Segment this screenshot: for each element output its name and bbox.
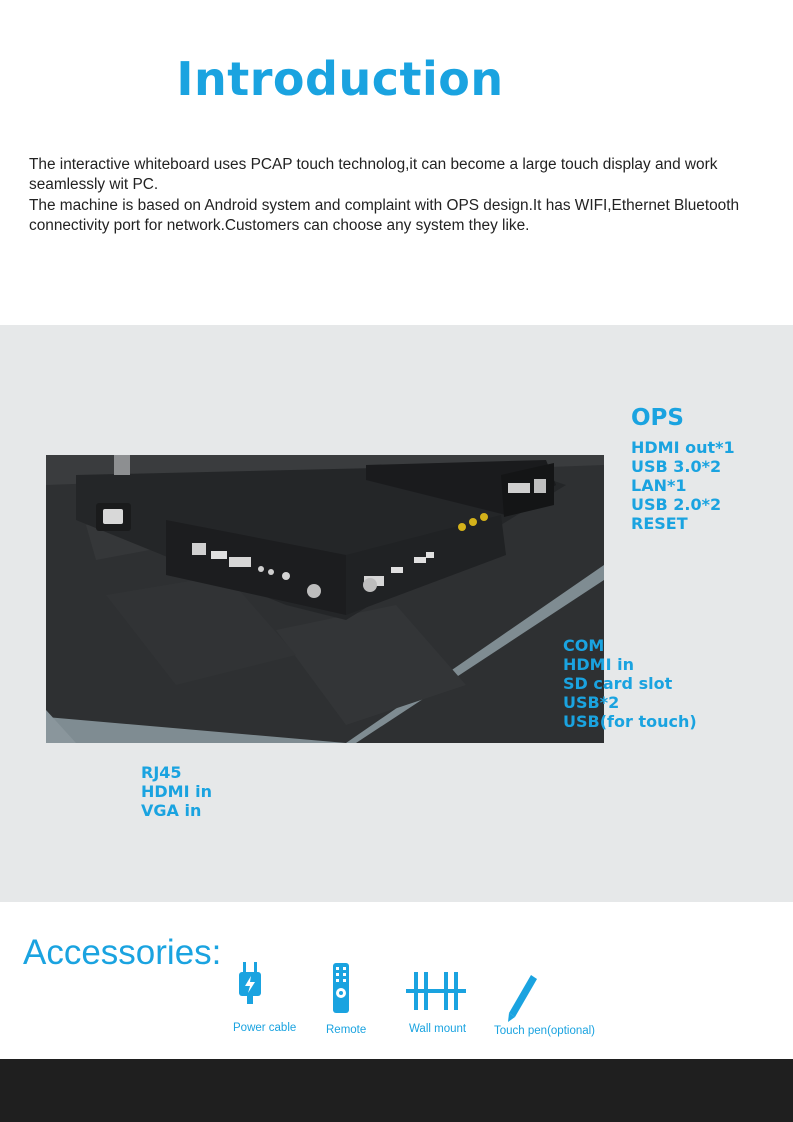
ops-port-label: RESET [631,514,688,533]
side-port-label: USB*2 [563,693,620,712]
accessory-label: Power cable [233,1022,297,1034]
pen-icon [505,975,539,1023]
ops-port-label: USB 2.0*2 [631,495,722,514]
side-ports-label-group [563,636,697,731]
side-port-label: COM [563,636,605,655]
ops-port-label: LAN*1 [631,476,687,495]
rear-port-label: HDMI in [141,782,212,801]
accessory-label: Touch pen(optional) [494,1025,596,1037]
wall-mount-icon [406,972,466,1010]
accessory-label: Wall mount [409,1023,467,1035]
power-plug-icon [236,962,266,1012]
ops-label-group [631,404,735,533]
intro-paragraph-2: The machine is based on Android system and complaint with OPS design.It has WIFI,Ethernet Bluetooth connectivity port for network.Customers can choose any system they like. [29,197,740,234]
side-port-label: SD card slot [563,674,673,693]
intro-text [29,155,779,237]
side-port-label: USB(for touch) [563,712,697,731]
intro-paragraph-1: The interactive whiteboard uses PCAP touch technolog,it can become a large touch display and work seamlessly wit PC. [29,156,718,193]
ops-title: OPS [631,405,684,431]
ops-port-label: HDMI out*1 [631,438,735,457]
display-rear-photo [46,455,604,743]
rear-ports-label-group [141,763,212,820]
accessories-title: Accessories: [23,933,222,972]
rear-port-label: VGA in [141,801,202,820]
side-port-label: HDMI in [563,655,634,674]
footer-band [0,1059,793,1122]
rear-port-label: RJ45 [141,763,182,782]
remote-icon [331,963,351,1013]
accessory-label: Remote [326,1024,367,1036]
page-title: Introduction [176,52,504,106]
ops-port-label: USB 3.0*2 [631,457,722,476]
